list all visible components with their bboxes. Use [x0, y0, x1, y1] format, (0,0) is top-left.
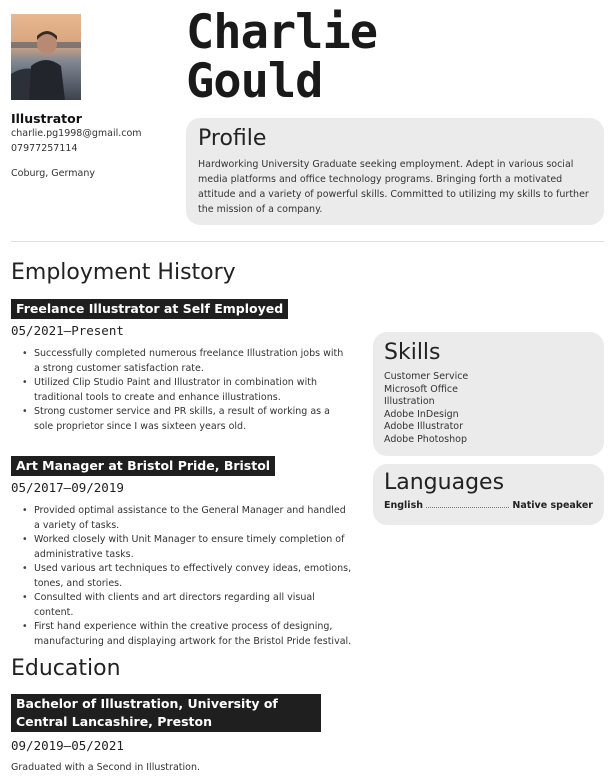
profile-card [186, 118, 604, 225]
job-bullet: • Successfully completed numerous freelance Illustration jobs with a strong customer satisfaction rate. [22, 347, 352, 376]
first-name: Charlie [186, 5, 378, 60]
job-title: Art Manager at Bristol Pride, Bristol [11, 456, 275, 476]
email-text[interactable]: charlie.pg1998@gmail.com [11, 128, 142, 139]
job-bullet: • First hand experience within the creative process of designing, manufacturing and displaying artwork for the Bristol Pride festival. [22, 620, 352, 649]
language-name: English [384, 500, 423, 511]
education-dates: 09/2019—05/2021 [11, 738, 124, 753]
job-bullet: • Worked closely with Unit Manager to ensure timely completion of administrative tasks. [22, 533, 352, 562]
languages-card [373, 464, 604, 525]
profile-title: Profile [198, 126, 267, 151]
job-bullet: • Provided optimal assistance to the General Manager and handled a variety of tasks. [22, 504, 352, 533]
headline: Illustrator [11, 111, 82, 126]
skill-item: Illustration [384, 396, 435, 407]
job-bullet: • Utilized Clip Studio Paint and Illustrator in combination with traditional tools to create and enhance illustrations. [22, 376, 352, 405]
degree-title: Bachelor of Illustration, University of Central Lancashire, Preston [11, 694, 321, 732]
language-row [384, 500, 593, 511]
language-leader-dots [426, 507, 509, 508]
language-level: Native speaker [512, 500, 593, 511]
skill-item: Customer Service [384, 371, 469, 382]
phone-text[interactable]: 07977257114 [11, 143, 78, 154]
skill-item: Microsoft Office [384, 383, 458, 395]
profile-text: Hardworking University Graduate seeking employment. Adept in various social media platforms and office technology programs. Bringing forth a motivated attitude and a variety of powerful skills. Committed to utilizing my skills to further the mission of a company. [198, 159, 589, 215]
section-divider [11, 241, 604, 242]
skill-item: Adobe Photoshop [384, 433, 467, 445]
job-bullets [22, 504, 352, 649]
languages-title: Languages [384, 470, 505, 495]
profile-photo [11, 14, 81, 100]
job-bullet: • Strong customer service and PR skills, a result of working as a sole proprietor since I was sixteen years old. [22, 405, 352, 434]
job-bullets [22, 347, 352, 434]
job-dates: 05/2021—Present [11, 323, 124, 338]
skills-list [384, 371, 593, 446]
employment-history-title: Employment History [11, 260, 236, 285]
job-title: Freelance Illustrator at Self Employed [11, 299, 288, 319]
job-bullet: • Used various art techniques to effectively convey ideas, emotions, tones, and stories. [22, 562, 352, 591]
education-title: Education [11, 656, 121, 681]
job-dates: 05/2017—09/2019 [11, 480, 124, 495]
location-text: Coburg, Germany [11, 168, 95, 179]
skills-title: Skills [384, 340, 441, 365]
job-bullet: • Consulted with clients and art directors regarding all visual content. [22, 591, 352, 620]
last-name: Gould [186, 54, 323, 109]
education-description: Graduated with a Second in Illustration. [11, 762, 200, 773]
skills-card [373, 332, 604, 456]
skill-item: Adobe Illustrator [384, 421, 464, 432]
skill-item: Adobe InDesign [384, 408, 459, 420]
